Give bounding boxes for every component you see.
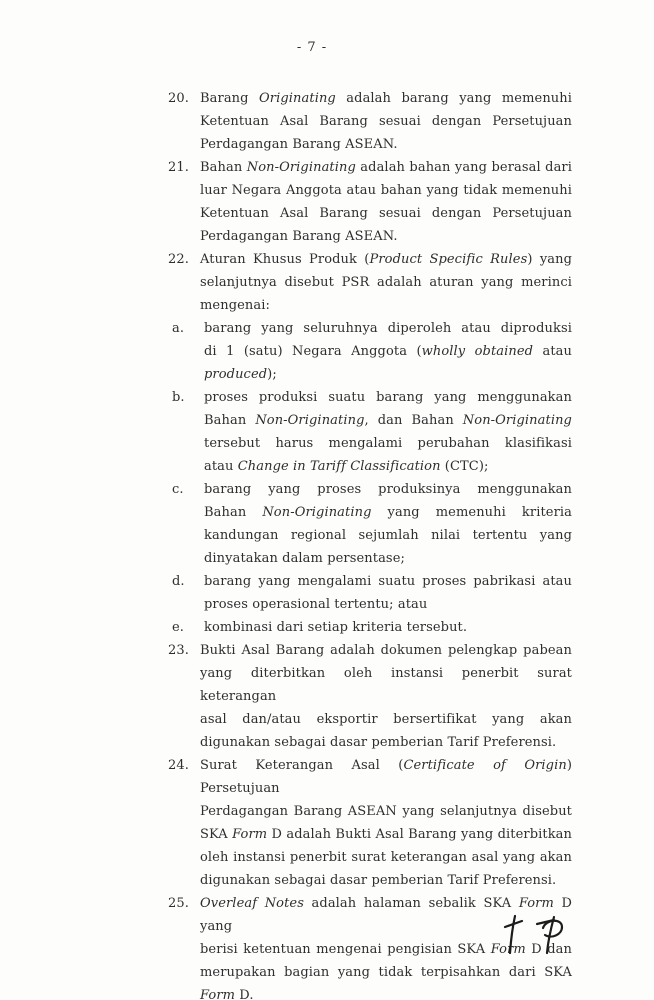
text-segment: Aturan Khusus Produk ( xyxy=(200,252,370,267)
text-line xyxy=(200,708,572,731)
item-number: 24. xyxy=(168,758,189,773)
text-segment: SKA xyxy=(200,827,233,842)
item-number: 20. xyxy=(168,91,189,106)
text-segment: yang diterbitkan oleh instansi penerbit surat keterangan xyxy=(200,666,572,704)
text-segment: di 1 (satu) Negara Anggota ( xyxy=(204,344,422,359)
definition-subitem-c xyxy=(172,478,572,570)
text-line xyxy=(200,271,572,294)
definition-item-23 xyxy=(168,639,572,754)
text-segment: yang memenuhi kriteria xyxy=(371,505,572,520)
text-line xyxy=(200,639,572,662)
handwritten-initial-2 xyxy=(537,917,562,953)
italic-text: Form xyxy=(232,827,268,842)
italic-text: Form xyxy=(200,988,236,1000)
text-line xyxy=(200,662,572,708)
italic-text: wholly obtained xyxy=(421,344,534,359)
document-body xyxy=(168,87,572,1000)
subitem-letter: e. xyxy=(172,620,185,635)
subitem-letter: b. xyxy=(172,390,185,405)
subitem-letter: d. xyxy=(172,574,185,589)
text-segment: kandungan regional sejumlah nilai tertentu yang xyxy=(204,528,572,543)
item-number: 23. xyxy=(168,643,189,658)
text-line xyxy=(204,317,572,340)
item-number: 22. xyxy=(168,252,189,267)
text-line xyxy=(200,179,572,202)
text-line xyxy=(204,409,572,432)
text-segment: Perdagangan Barang ASEAN yang selanjutnya disebut xyxy=(200,804,572,819)
text-segment: dinyatakan dalam persentase; xyxy=(204,551,405,566)
text-line xyxy=(200,984,572,1000)
text-segment: Surat Keterangan Asal ( xyxy=(200,758,404,773)
text-segment: Ketentuan Asal Barang sesuai dengan Persetujuan xyxy=(200,114,572,129)
text-segment: merupakan bagian yang tidak terpisahkan dari SKA xyxy=(200,965,572,980)
item-number: 21. xyxy=(168,160,189,175)
text-segment: barang yang mengalami suatu proses pabrikasi atau xyxy=(204,574,572,589)
text-line xyxy=(204,478,572,501)
text-line xyxy=(200,202,572,225)
text-segment: oleh instansi penerbit surat keterangan asal yang akan xyxy=(200,850,572,865)
text-segment: adalah bahan yang berasal dari xyxy=(355,160,572,175)
text-line xyxy=(204,455,572,478)
text-line xyxy=(204,363,572,386)
text-segment: ); xyxy=(267,367,277,382)
definition-item-20 xyxy=(168,87,572,156)
text-segment: D dan xyxy=(525,942,572,957)
text-segment: mengenai: xyxy=(200,298,270,313)
text-line xyxy=(200,846,572,869)
definition-item-22 xyxy=(168,248,572,317)
italic-text: Originating xyxy=(259,91,336,106)
item-number: 25. xyxy=(168,896,189,911)
text-line xyxy=(200,823,572,846)
definition-item-21 xyxy=(168,156,572,248)
text-segment: adalah barang yang memenuhi xyxy=(335,91,573,106)
text-segment: Bahan xyxy=(204,505,263,520)
text-segment: D. xyxy=(235,988,254,1000)
text-segment: D yang xyxy=(200,896,572,934)
text-segment: Ketentuan Asal Barang sesuai dengan Persetujuan xyxy=(200,206,572,221)
italic-text: Change in Tariff Classification xyxy=(237,459,441,474)
text-line xyxy=(200,294,572,317)
text-line xyxy=(200,869,572,892)
italic-text: Form xyxy=(518,896,554,911)
text-segment: kombinasi dari setiap kriteria tersebut. xyxy=(204,620,468,635)
text-line xyxy=(200,87,572,110)
text-line xyxy=(200,248,572,271)
text-line xyxy=(204,570,572,593)
text-segment: atau xyxy=(204,459,238,474)
definition-item-24 xyxy=(168,754,572,892)
text-segment: Bahan xyxy=(200,160,247,175)
text-line xyxy=(200,754,572,800)
text-segment: Perdagangan Barang ASEAN. xyxy=(200,229,398,244)
italic-text: Form xyxy=(490,942,526,957)
text-line xyxy=(204,593,572,616)
text-segment: (CTC); xyxy=(440,459,489,474)
italic-text: Non-Originating xyxy=(246,160,356,175)
text-segment: barang yang seluruhnya diperoleh atau diproduksi xyxy=(204,321,572,336)
text-segment: luar Negara Anggota atau bahan yang tidak memenuhi xyxy=(200,183,572,198)
italic-text: Non-Originating xyxy=(462,413,572,428)
italic-text: produced xyxy=(204,367,268,382)
subitem-letter: c. xyxy=(172,482,184,497)
text-line xyxy=(204,340,572,363)
text-segment: Perdagangan Barang ASEAN. xyxy=(200,137,398,152)
definition-subitem-e xyxy=(172,616,572,639)
text-segment: atau xyxy=(533,344,572,359)
text-line xyxy=(200,731,572,754)
text-segment: Barang xyxy=(200,91,260,106)
text-segment: proses produksi suatu barang yang menggunakan xyxy=(204,390,572,405)
text-line xyxy=(200,156,572,179)
italic-text: Overleaf Notes xyxy=(200,896,304,911)
text-line xyxy=(200,133,572,156)
text-line xyxy=(204,501,572,524)
text-segment: proses operasional tertentu; atau xyxy=(204,597,428,612)
definition-subitem-d xyxy=(172,570,572,616)
text-line xyxy=(200,800,572,823)
text-segment: digunakan sebagai dasar pemberian Tarif Preferensi. xyxy=(200,873,557,888)
text-segment: tersebut harus mengalami perubahan klasifikasi xyxy=(204,436,572,451)
text-segment: berisi ketentuan mengenai pengisian SKA xyxy=(200,942,491,957)
text-segment: Bukti Asal Barang adalah dokumen pelengkap pabean xyxy=(200,643,572,658)
text-line xyxy=(200,225,572,248)
text-segment: asal dan/atau eksportir bersertifikat yang akan xyxy=(200,712,572,727)
handwritten-initial-1 xyxy=(505,916,522,953)
handwritten-initials xyxy=(495,905,585,960)
text-line xyxy=(204,524,572,547)
text-line xyxy=(204,616,572,639)
text-line xyxy=(200,110,572,133)
text-segment: ) Persetujuan xyxy=(200,758,572,796)
italic-text: Product Specific Rules xyxy=(369,252,528,267)
text-line xyxy=(200,961,572,984)
italic-text: Certificate of Origin xyxy=(403,758,567,773)
italic-text: Non-Originating xyxy=(262,505,372,520)
definition-subitem-a xyxy=(172,317,572,386)
subitem-letter: a. xyxy=(172,321,185,336)
text-segment: , dan Bahan xyxy=(364,413,463,428)
page-number: - 7 - xyxy=(296,40,328,55)
text-segment: digunakan sebagai dasar pemberian Tarif Preferensi. xyxy=(200,735,557,750)
italic-text: Non-Originating xyxy=(255,413,365,428)
text-segment: D adalah Bukti Asal Barang yang diterbitkan xyxy=(267,827,573,842)
text-segment: Bahan xyxy=(204,413,256,428)
text-segment: barang yang proses produksinya menggunakan xyxy=(204,482,572,497)
text-line xyxy=(204,432,572,455)
text-line xyxy=(204,547,572,570)
text-line xyxy=(204,386,572,409)
text-segment: ) yang xyxy=(527,252,573,267)
text-segment: selanjutnya disebut PSR adalah aturan yang merinci xyxy=(200,275,572,290)
definition-subitem-b xyxy=(172,386,572,478)
text-segment: adalah halaman sebalik SKA xyxy=(303,896,519,911)
